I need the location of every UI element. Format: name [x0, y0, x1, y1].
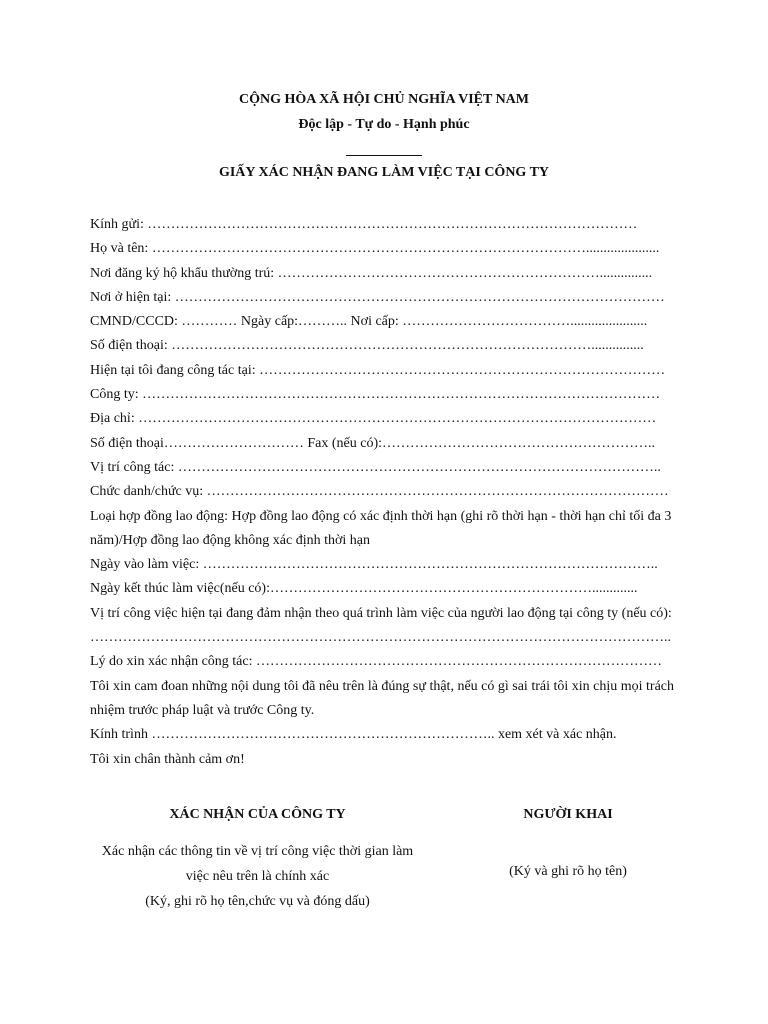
- declarant-signature-note: (Ký và ghi rõ họ tên): [509, 864, 627, 879]
- form-line-address: Địa chỉ: …………………………………………………………………………………………………: [90, 411, 657, 427]
- company-confirmation-line-2: việc nêu trên là chính xác: [185, 869, 330, 884]
- form-line-commitment-cont: nhiệm trước pháp luật và trước Công ty.: [90, 702, 315, 718]
- company-confirmation-line-1: Xác nhận các thông tin về vị trí công việc thời gian làm: [101, 844, 414, 859]
- form-line-commitment: Tôi xin cam đoan những nội dung tôi đã nêu trên là đúng sự thật, nếu có gì sai trái tôi xin chịu mọi trách: [90, 678, 675, 694]
- nation-heading: CỘNG HÒA XÃ HỘI CHỦ NGHĨA VIỆT NAM: [238, 92, 529, 107]
- form-line-end-date: Ngày kết thúc làm việc(nếu có):…………………………………………………………….............: [90, 581, 638, 597]
- form-line-workplace: Hiện tại tôi đang công tác tại: ……………………………………………………………………………: [90, 362, 666, 378]
- company-confirmation-text: [80, 839, 435, 914]
- form-line-reason: Lý do xin xác nhận công tác: ……………………………………………………………………………: [90, 654, 663, 670]
- form-line-current-role: Vị trí công việc hiện tại đang đảm nhận theo quá trình làm việc của người lao động tại công ty (nếu có):: [90, 605, 672, 621]
- form-line-phone-fax: Số điện thoại………………………… Fax (nếu có):…………………………………………………..: [90, 435, 656, 451]
- company-confirmation-line-3: (Ký, ghi rõ họ tên,chức vụ và đóng dấu): [145, 894, 370, 909]
- divider-rule: [346, 155, 422, 156]
- form-line-title: Chức danh/chức vụ: ………………………………………………………………………………………: [90, 484, 669, 500]
- form-line-position: Vị trí công tác: …………………………………………………………………………………………..: [90, 459, 661, 475]
- document-title: GIẤY XÁC NHẬN ĐANG LÀM VIỆC TẠI CÔNG TY: [218, 165, 550, 180]
- declarant-signature-block: [468, 807, 668, 823]
- form-line-current-residence: Nơi ở hiện tại: ……………………………………………………………………………………………: [90, 289, 665, 305]
- declarant-signature-heading: NGƯỜI KHAI: [523, 807, 613, 822]
- form-line-registered-residence: Nơi đăng ký hộ khẩu thường trú: ……………………………………………………………...............: [90, 265, 653, 281]
- form-line-start-date: Ngày vào làm việc: ……………………………………………………………………………………..: [90, 557, 658, 573]
- form-line-contract-type: Loại hợp đồng lao động: Hợp đồng lao động có xác định thời hạn (ghi rõ thời hạn - thời hạn chỉ tối đa 3: [90, 508, 672, 524]
- form-line-thanks: Tôi xin chân thành cảm ơn!: [90, 751, 245, 767]
- form-line-id-card: CMND/CCCD: ………… Ngày cấp:……….. Nơi cấp: ………………………………......................: [90, 314, 648, 330]
- form-line-full-name: Họ và tên: ………………………………………………………………………………….....................: [90, 241, 660, 257]
- company-signature-heading: XÁC NHẬN CỦA CÔNG TY: [169, 807, 346, 822]
- form-line-current-role-fill: ……………………………………………………………………………………………………………..: [90, 630, 671, 646]
- form-body: [90, 213, 685, 772]
- company-signature-block: [80, 807, 435, 823]
- form-line-company: Công ty: …………………………………………………………………………………………………: [90, 387, 661, 403]
- form-line-recipient: Kính gửi: ……………………………………………………………………………………………: [90, 217, 638, 232]
- form-line-contract-type-cont: năm)/Hợp đồng lao động không xác định thời hạn: [90, 532, 370, 548]
- form-line-submission: Kính trình ……………………………………………………………….. xem xét và xác nhận.: [90, 727, 617, 743]
- motto: Độc lập - Tự do - Hạnh phúc: [298, 117, 470, 132]
- form-line-phone: Số điện thoại: ………………………………………………………………………………...............: [90, 338, 644, 354]
